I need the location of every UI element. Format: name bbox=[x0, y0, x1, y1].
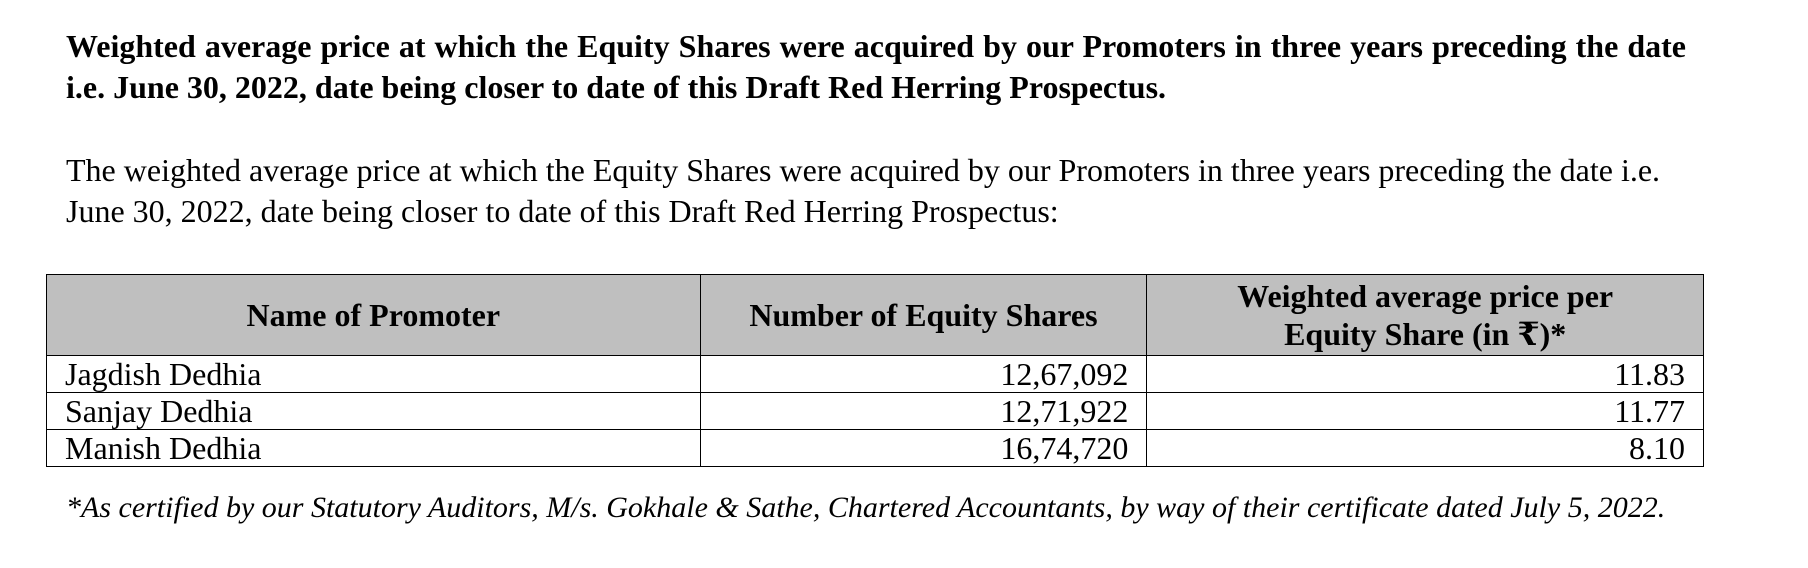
equity-shares-count: 12,67,092 bbox=[700, 356, 1147, 393]
section-heading: Weighted average price at which the Equity Shares were acquired by our Promoters in three years preceding the date i.e. June 30, 2022, date being closer to date of this Draft Red Herring Prospectus. bbox=[66, 28, 1686, 105]
weighted-average-price: 11.83 bbox=[1147, 356, 1704, 393]
table-header-row bbox=[47, 275, 1704, 356]
table-row bbox=[47, 356, 1704, 393]
auditor-footnote: *As certified by our Statutory Auditors, M/s. Gokhale & Sathe, Chartered Accountants, by way of their certificate dated July 5, 2022. bbox=[66, 491, 1666, 524]
intro-paragraph: The weighted average price at which the Equity Shares were acquired by our Promoters in three years preceding the date i.e. June 30, 2022, date being closer to date of this Draft Red Herring Prospectus: bbox=[66, 152, 1661, 229]
table-row bbox=[47, 393, 1704, 430]
promoter-name: Sanjay Dedhia bbox=[47, 393, 701, 430]
header-name-of-promoter: Name of Promoter bbox=[47, 275, 701, 356]
promoter-name: Manish Dedhia bbox=[47, 430, 701, 467]
promoter-name: Jagdish Dedhia bbox=[47, 356, 701, 393]
header-number-of-equity-shares: Number of Equity Shares bbox=[700, 275, 1147, 356]
header-weighted-average-price bbox=[1147, 275, 1704, 356]
header-price-line-2: Equity Share (in ₹)* bbox=[1284, 316, 1567, 352]
equity-shares-count: 12,71,922 bbox=[700, 393, 1147, 430]
promoter-price-table bbox=[46, 274, 1704, 467]
header-price-line-1: Weighted average price per bbox=[1237, 278, 1614, 314]
equity-shares-count: 16,74,720 bbox=[700, 430, 1147, 467]
weighted-average-price: 11.77 bbox=[1147, 393, 1704, 430]
weighted-average-price: 8.10 bbox=[1147, 430, 1704, 467]
table-row bbox=[47, 430, 1704, 467]
